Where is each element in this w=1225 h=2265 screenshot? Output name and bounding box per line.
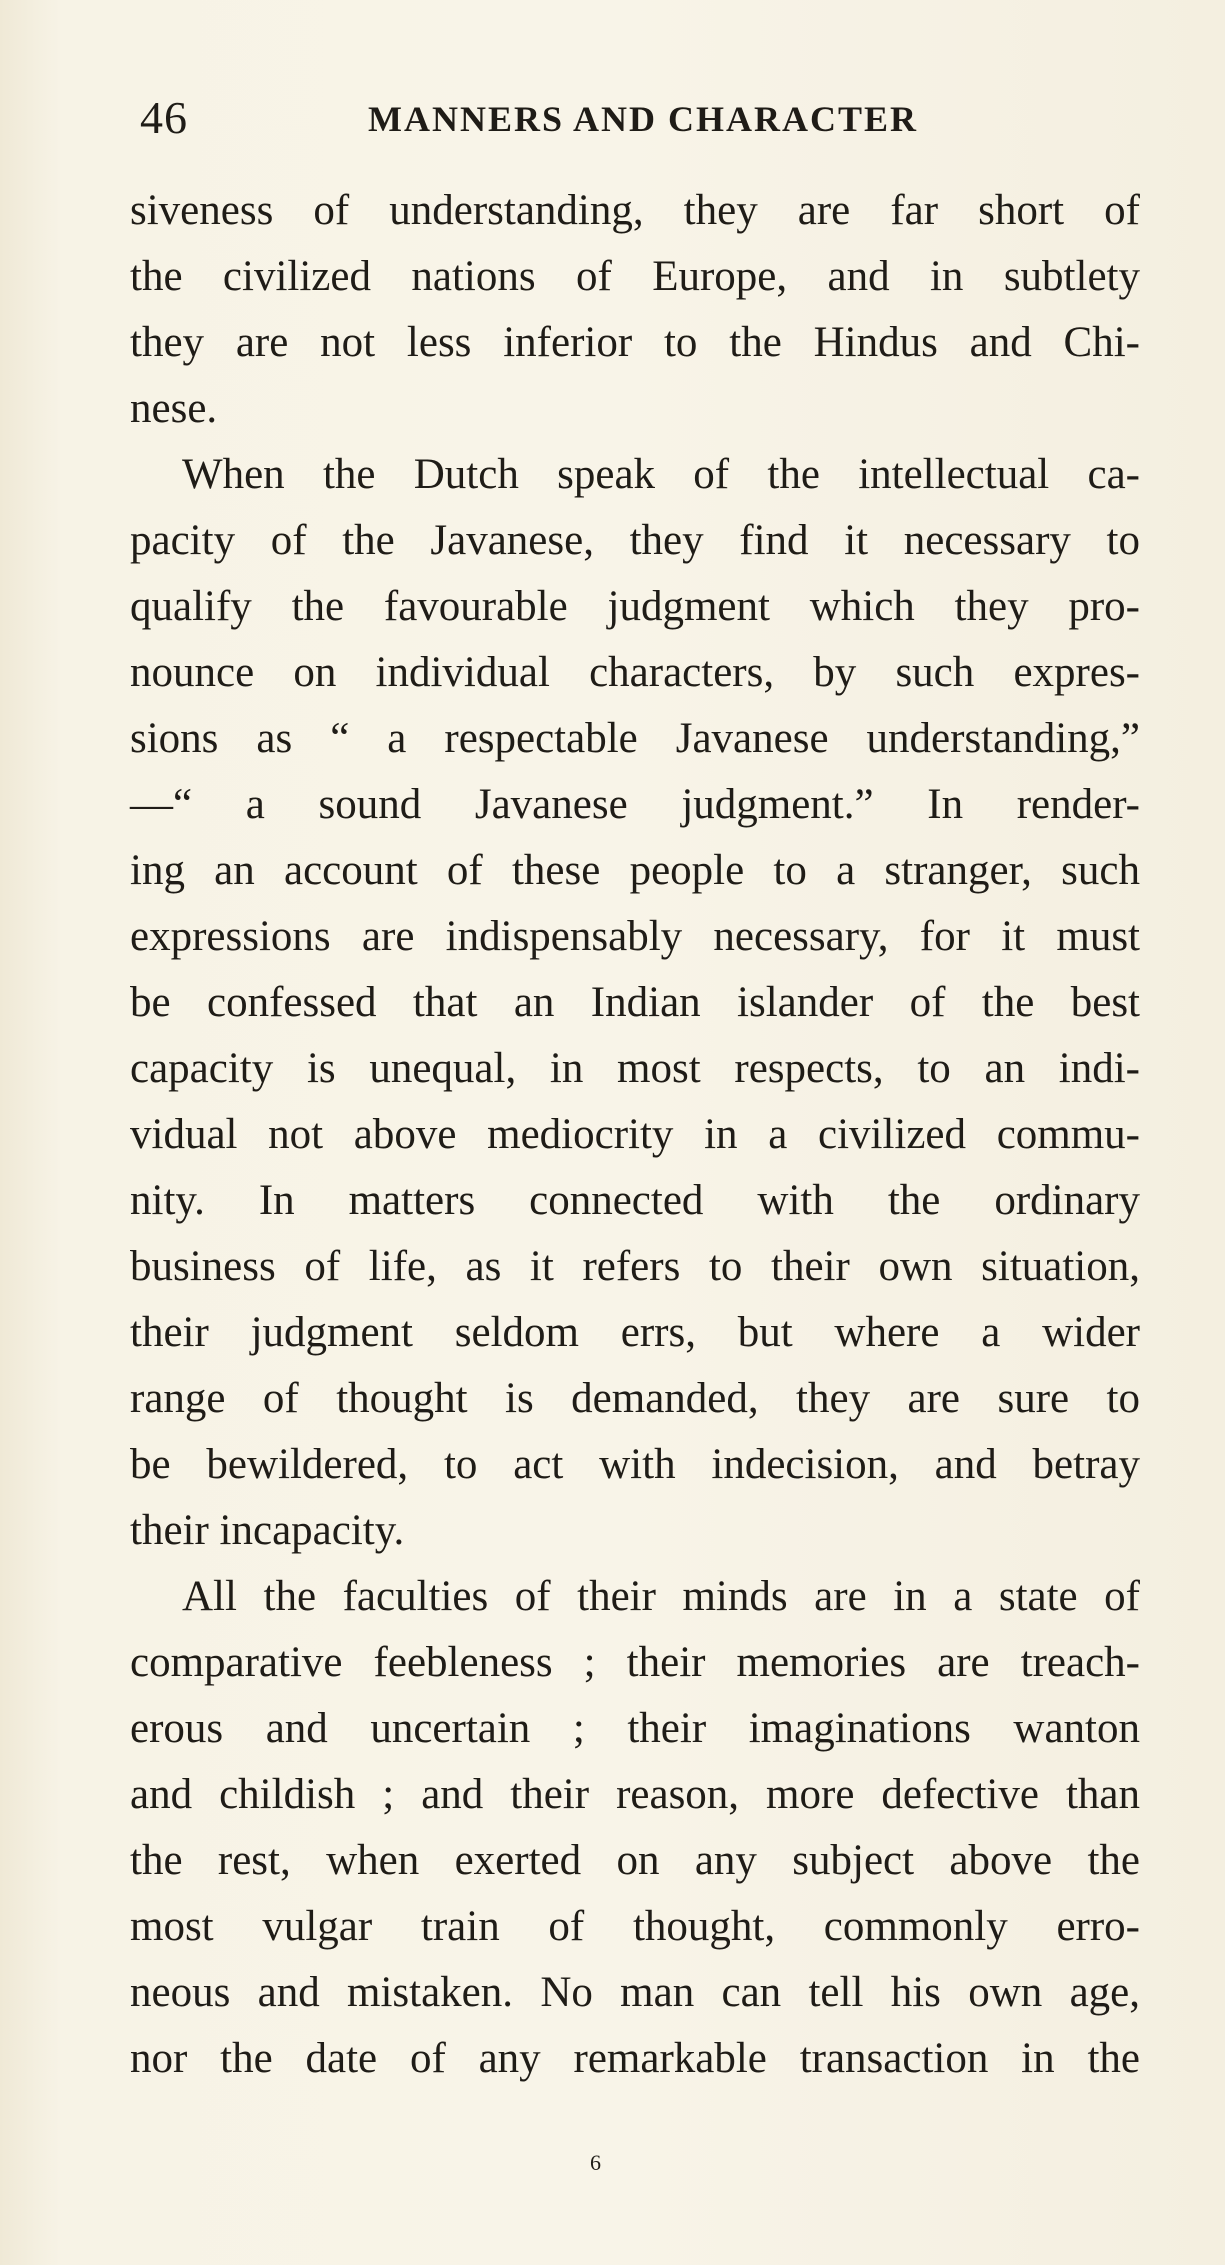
text-line: most vulgar train of thought, commonly erro- <box>130 1903 1140 1950</box>
text-line: —“ a sound Javanese judgment.” In render- <box>130 781 1140 828</box>
body-text <box>130 178 1140 2092</box>
text-line: their judgment seldom errs, but where a wider <box>130 1309 1140 1356</box>
text-line: the rest, when exerted on any subject above the <box>130 1837 1140 1884</box>
text-line: be confessed that an Indian islander of the best <box>130 979 1140 1026</box>
text-line: When the Dutch speak of the intellectual ca- <box>182 451 1140 498</box>
text-line: nity. In matters connected with the ordinary <box>130 1177 1140 1224</box>
text-line: pacity of the Javanese, they find it necessary to <box>130 517 1140 564</box>
text-line: comparative feebleness ; their memories are treach- <box>130 1639 1140 1686</box>
page-header <box>140 88 1080 148</box>
text-line: sions as “ a respectable Javanese understanding,” <box>130 715 1140 762</box>
text-line: nor the date of any remarkable transaction in the <box>130 2035 1140 2082</box>
text-line: business of life, as it refers to their own situation, <box>130 1243 1140 1290</box>
text-line: the civilized nations of Europe, and in subtlety <box>130 253 1140 300</box>
text-line: ing an account of these people to a stranger, such <box>130 847 1140 894</box>
text-line: range of thought is demanded, they are sure to <box>130 1375 1140 1422</box>
text-line: vidual not above mediocrity in a civilized commu- <box>130 1111 1140 1158</box>
text-line: erous and uncertain ; their imaginations wanton <box>130 1705 1140 1752</box>
text-line: qualify the favourable judgment which they pro- <box>130 583 1140 630</box>
text-line: and childish ; and their reason, more defective than <box>130 1771 1140 1818</box>
page-number: 46 <box>140 92 188 143</box>
text-line: their incapacity. <box>130 1507 405 1554</box>
text-line: All the faculties of their minds are in a state of <box>182 1573 1140 1620</box>
text-line: expressions are indispensably necessary, for it must <box>130 913 1140 960</box>
text-line: nounce on individual characters, by such expres- <box>130 649 1140 696</box>
text-line: be bewildered, to act with indecision, and betray <box>130 1441 1140 1488</box>
text-line: they are not less inferior to the Hindus and Chi- <box>130 319 1140 366</box>
running-head: MANNERS AND CHARACTER <box>368 99 919 139</box>
text-line: neous and mistaken. No man can tell his own age, <box>130 1969 1140 2016</box>
text-line: capacity is unequal, in most respects, to an indi- <box>130 1045 1140 1092</box>
signature-mark: 6 <box>590 2150 601 2175</box>
text-line: nese. <box>130 385 218 432</box>
text-line: siveness of understanding, they are far short of <box>130 187 1140 234</box>
